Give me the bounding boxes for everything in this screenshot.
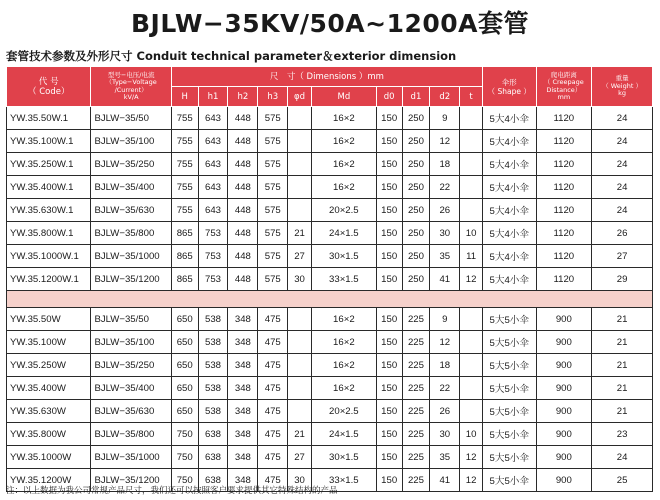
cell-d2: 41	[430, 469, 460, 492]
cell-d2: 35	[430, 245, 460, 268]
group-separator	[7, 291, 653, 308]
cell-h3: 475	[258, 331, 288, 354]
cell-d0: 150	[376, 222, 402, 245]
cell-t	[460, 153, 483, 176]
cell-h2: 348	[228, 331, 258, 354]
cell-Md: 24×1.5	[311, 423, 376, 446]
cell-t: 10	[460, 222, 483, 245]
cell-h2: 348	[228, 423, 258, 446]
cell-creepage: 900	[536, 423, 592, 446]
cell-phid	[288, 354, 312, 377]
cell-Md: 20×2.5	[311, 199, 376, 222]
cell-shape: 5大5小伞	[482, 446, 536, 469]
cell-H: 750	[171, 469, 198, 492]
table-row	[7, 423, 653, 446]
header-code-cn: 代 号	[38, 76, 59, 87]
cell-creepage: 1120	[536, 176, 592, 199]
cell-code: YW.35.50W	[7, 308, 91, 331]
cell-d1: 250	[402, 130, 430, 153]
cell-Md: 24×1.5	[311, 222, 376, 245]
cell-shape: 5大5小伞	[482, 377, 536, 400]
cell-shape: 5大5小伞	[482, 354, 536, 377]
cell-h2: 448	[228, 222, 258, 245]
cell-creepage: 1120	[536, 268, 592, 291]
cell-t	[460, 308, 483, 331]
cell-phid	[288, 400, 312, 423]
cell-phid	[288, 308, 312, 331]
cell-code: YW.35.250W.1	[7, 153, 91, 176]
cell-weight: 25	[592, 469, 653, 492]
header-weight	[592, 67, 653, 107]
header-shape-en: （ Shape ）	[487, 86, 531, 96]
cell-weight: 24	[592, 176, 653, 199]
header-dim-h3: h3	[258, 87, 288, 107]
cell-h3: 575	[258, 176, 288, 199]
cell-Md: 16×2	[311, 377, 376, 400]
cell-Md: 16×2	[311, 308, 376, 331]
cell-h3: 475	[258, 308, 288, 331]
header-type-en: （Type−Voltage /Current）	[105, 78, 157, 94]
cell-H: 650	[171, 400, 198, 423]
cell-phid	[288, 107, 312, 130]
cell-shape: 5大5小伞	[482, 400, 536, 423]
cell-d1: 225	[402, 400, 430, 423]
cell-H: 755	[171, 199, 198, 222]
cell-d2: 26	[430, 400, 460, 423]
cell-code: YW.35.100W.1	[7, 130, 91, 153]
cell-d0: 150	[376, 423, 402, 446]
header-dim-d2: d2	[430, 87, 460, 107]
cell-weight: 21	[592, 308, 653, 331]
cell-h1: 638	[198, 423, 228, 446]
cell-H: 755	[171, 176, 198, 199]
cell-weight: 24	[592, 446, 653, 469]
cell-type: BJLW−35/800	[91, 222, 171, 245]
cell-weight: 26	[592, 222, 653, 245]
cell-h3: 475	[258, 400, 288, 423]
cell-code: YW.35.250W	[7, 354, 91, 377]
cell-h2: 348	[228, 354, 258, 377]
table-row	[7, 107, 653, 130]
header-weight-cn: 重量	[615, 74, 629, 83]
cell-creepage: 900	[536, 446, 592, 469]
cell-phid	[288, 377, 312, 400]
cell-shape: 5大4小伞	[482, 107, 536, 130]
cell-weight: 24	[592, 130, 653, 153]
page-title: BJLW−35KV/50A~1200A套管	[130, 9, 530, 38]
cell-h1: 638	[198, 469, 228, 492]
footnote: 注：以上数据为我公司常规产品尺寸，我们还可以按照客户要求提供其它特殊结构的产品	[6, 486, 338, 496]
table-subtitle: 套管技术参数及外形尺寸 Conduit technical parameter＆exterior dimension	[6, 49, 457, 63]
table-row	[7, 199, 653, 222]
cell-creepage: 900	[536, 377, 592, 400]
cell-d0: 150	[376, 400, 402, 423]
header-dim-H: H	[171, 87, 198, 107]
cell-h2: 448	[228, 107, 258, 130]
cell-h3: 575	[258, 199, 288, 222]
cell-shape: 5大4小伞	[482, 153, 536, 176]
header-type-cn: 型号−电压/电流	[107, 70, 155, 79]
cell-creepage: 1120	[536, 153, 592, 176]
header-dim-h2: h2	[228, 87, 258, 107]
table-row	[7, 377, 653, 400]
cell-phid: 27	[288, 446, 312, 469]
cell-t: 11	[460, 245, 483, 268]
cell-Md: 16×2	[311, 176, 376, 199]
table-row	[7, 446, 653, 469]
cell-h1: 538	[198, 400, 228, 423]
cell-d0: 150	[376, 469, 402, 492]
cell-H: 650	[171, 308, 198, 331]
cell-type: BJLW−35/400	[91, 176, 171, 199]
cell-H: 650	[171, 331, 198, 354]
cell-creepage: 1120	[536, 245, 592, 268]
header-dim-phid: φd	[288, 87, 312, 107]
cell-creepage: 900	[536, 308, 592, 331]
cell-t	[460, 199, 483, 222]
cell-creepage: 900	[536, 469, 592, 492]
table-row	[7, 268, 653, 291]
group-separator-row	[7, 291, 653, 308]
cell-type: BJLW−35/50	[91, 107, 171, 130]
cell-d2: 18	[430, 153, 460, 176]
header-shape-cn: 伞形	[501, 77, 517, 87]
cell-t	[460, 377, 483, 400]
cell-type: BJLW−35/1000	[91, 446, 171, 469]
cell-Md: 16×2	[311, 153, 376, 176]
parameter-table	[6, 66, 653, 492]
cell-h1: 538	[198, 308, 228, 331]
cell-d0: 150	[376, 354, 402, 377]
cell-d2: 12	[430, 331, 460, 354]
header-shape	[482, 67, 536, 107]
cell-d2: 26	[430, 199, 460, 222]
cell-t	[460, 400, 483, 423]
cell-h2: 448	[228, 199, 258, 222]
cell-H: 755	[171, 153, 198, 176]
cell-weight: 21	[592, 400, 653, 423]
cell-d2: 9	[430, 308, 460, 331]
cell-t	[460, 130, 483, 153]
cell-code: YW.35.630W	[7, 400, 91, 423]
table-row	[7, 331, 653, 354]
cell-h3: 575	[258, 107, 288, 130]
cell-Md: 33×1.5	[311, 469, 376, 492]
cell-type: BJLW−35/630	[91, 199, 171, 222]
cell-Md: 30×1.5	[311, 446, 376, 469]
cell-h2: 448	[228, 245, 258, 268]
header-type-unit: kV/A	[123, 93, 139, 101]
cell-phid	[288, 199, 312, 222]
cell-H: 755	[171, 130, 198, 153]
cell-d0: 150	[376, 377, 402, 400]
cell-h1: 538	[198, 354, 228, 377]
header-dim-h1: h1	[198, 87, 228, 107]
cell-code: YW.35.1000W	[7, 446, 91, 469]
header-weight-en: （ Weight ）	[602, 81, 642, 90]
cell-code: YW.35.800W.1	[7, 222, 91, 245]
cell-d0: 150	[376, 153, 402, 176]
cell-phid: 27	[288, 245, 312, 268]
cell-H: 755	[171, 107, 198, 130]
cell-creepage: 1120	[536, 199, 592, 222]
cell-h3: 475	[258, 377, 288, 400]
cell-h1: 643	[198, 153, 228, 176]
cell-t	[460, 176, 483, 199]
table-row	[7, 245, 653, 268]
cell-shape: 5大4小伞	[482, 222, 536, 245]
header-dim-d1: d1	[402, 87, 430, 107]
cell-h1: 753	[198, 268, 228, 291]
header-creepage-en: （ Creepage Distance）	[543, 78, 584, 94]
cell-d1: 225	[402, 423, 430, 446]
cell-t	[460, 354, 483, 377]
header-code-en: （ Code）	[28, 86, 70, 97]
cell-type: BJLW−35/100	[91, 130, 171, 153]
cell-weight: 27	[592, 245, 653, 268]
cell-shape: 5大4小伞	[482, 245, 536, 268]
cell-d1: 250	[402, 199, 430, 222]
cell-H: 650	[171, 354, 198, 377]
cell-code: YW.35.50W.1	[7, 107, 91, 130]
cell-h3: 475	[258, 469, 288, 492]
cell-t	[460, 107, 483, 130]
cell-h2: 448	[228, 268, 258, 291]
cell-h1: 538	[198, 331, 228, 354]
cell-h3: 575	[258, 153, 288, 176]
cell-creepage: 1120	[536, 130, 592, 153]
header-dimensions: 尺 寸（ Dimensions ）mm	[171, 67, 482, 87]
cell-Md: 16×2	[311, 354, 376, 377]
cell-code: YW.35.400W.1	[7, 176, 91, 199]
cell-h2: 348	[228, 400, 258, 423]
cell-H: 750	[171, 423, 198, 446]
cell-t: 10	[460, 423, 483, 446]
cell-type: BJLW−35/1200	[91, 469, 171, 492]
cell-creepage: 900	[536, 354, 592, 377]
cell-h1: 643	[198, 199, 228, 222]
cell-d0: 150	[376, 107, 402, 130]
cell-d1: 225	[402, 446, 430, 469]
cell-d1: 250	[402, 222, 430, 245]
header-dim-d0: d0	[376, 87, 402, 107]
table-row	[7, 222, 653, 245]
cell-h3: 475	[258, 446, 288, 469]
cell-h3: 475	[258, 423, 288, 446]
cell-d2: 18	[430, 354, 460, 377]
cell-h3: 575	[258, 268, 288, 291]
cell-d1: 225	[402, 331, 430, 354]
cell-h2: 348	[228, 308, 258, 331]
cell-d1: 250	[402, 245, 430, 268]
cell-h1: 538	[198, 377, 228, 400]
cell-Md: 16×2	[311, 331, 376, 354]
cell-code: YW.35.1000W.1	[7, 245, 91, 268]
cell-d1: 225	[402, 354, 430, 377]
cell-type: BJLW−35/250	[91, 153, 171, 176]
cell-t: 12	[460, 469, 483, 492]
cell-shape: 5大5小伞	[482, 469, 536, 492]
cell-t: 12	[460, 446, 483, 469]
cell-H: 650	[171, 377, 198, 400]
cell-d1: 250	[402, 268, 430, 291]
cell-type: BJLW−35/100	[91, 331, 171, 354]
cell-h2: 448	[228, 176, 258, 199]
table-row	[7, 130, 653, 153]
cell-phid: 30	[288, 469, 312, 492]
cell-d2: 35	[430, 446, 460, 469]
cell-Md: 16×2	[311, 130, 376, 153]
cell-d0: 150	[376, 446, 402, 469]
cell-type: BJLW−35/400	[91, 377, 171, 400]
cell-phid	[288, 153, 312, 176]
cell-type: BJLW−35/250	[91, 354, 171, 377]
cell-phid	[288, 176, 312, 199]
cell-shape: 5大5小伞	[482, 423, 536, 446]
cell-d2: 9	[430, 107, 460, 130]
cell-d0: 150	[376, 268, 402, 291]
cell-h1: 643	[198, 130, 228, 153]
cell-phid: 21	[288, 222, 312, 245]
cell-d2: 12	[430, 130, 460, 153]
cell-phid: 30	[288, 268, 312, 291]
cell-type: BJLW−35/630	[91, 400, 171, 423]
cell-h3: 575	[258, 245, 288, 268]
cell-d2: 30	[430, 222, 460, 245]
header-type	[91, 67, 171, 107]
cell-d0: 150	[376, 176, 402, 199]
cell-Md: 20×2.5	[311, 400, 376, 423]
cell-t: 12	[460, 268, 483, 291]
cell-code: YW.35.630W.1	[7, 199, 91, 222]
cell-weight: 23	[592, 423, 653, 446]
cell-d0: 150	[376, 308, 402, 331]
header-dim-Md: Md	[311, 87, 376, 107]
cell-h1: 643	[198, 107, 228, 130]
cell-code: YW.35.800W	[7, 423, 91, 446]
cell-phid	[288, 130, 312, 153]
cell-type: BJLW−35/800	[91, 423, 171, 446]
cell-Md: 16×2	[311, 107, 376, 130]
cell-h1: 643	[198, 176, 228, 199]
cell-H: 750	[171, 446, 198, 469]
cell-h2: 448	[228, 153, 258, 176]
cell-h3: 575	[258, 222, 288, 245]
cell-h1: 753	[198, 245, 228, 268]
cell-h2: 448	[228, 130, 258, 153]
table-row	[7, 176, 653, 199]
cell-h2: 348	[228, 446, 258, 469]
cell-weight: 24	[592, 199, 653, 222]
cell-type: BJLW−35/1000	[91, 245, 171, 268]
cell-d0: 150	[376, 130, 402, 153]
table-row	[7, 354, 653, 377]
cell-h2: 348	[228, 469, 258, 492]
cell-weight: 21	[592, 354, 653, 377]
cell-shape: 5大4小伞	[482, 268, 536, 291]
cell-weight: 24	[592, 107, 653, 130]
cell-h1: 753	[198, 222, 228, 245]
cell-shape: 5大4小伞	[482, 176, 536, 199]
table-row	[7, 308, 653, 331]
cell-d2: 22	[430, 377, 460, 400]
cell-Md: 30×1.5	[311, 245, 376, 268]
cell-creepage: 900	[536, 331, 592, 354]
cell-type: BJLW−35/50	[91, 308, 171, 331]
cell-weight: 24	[592, 153, 653, 176]
cell-code: YW.35.1200W	[7, 469, 91, 492]
table-row	[7, 153, 653, 176]
cell-shape: 5大4小伞	[482, 199, 536, 222]
cell-h2: 348	[228, 377, 258, 400]
cell-phid	[288, 331, 312, 354]
cell-d1: 250	[402, 176, 430, 199]
cell-creepage: 900	[536, 400, 592, 423]
cell-d0: 150	[376, 331, 402, 354]
cell-shape: 5大5小伞	[482, 308, 536, 331]
cell-d1: 250	[402, 153, 430, 176]
cell-weight: 29	[592, 268, 653, 291]
cell-t	[460, 331, 483, 354]
cell-d1: 225	[402, 308, 430, 331]
cell-H: 865	[171, 222, 198, 245]
cell-d2: 30	[430, 423, 460, 446]
cell-Md: 33×1.5	[311, 268, 376, 291]
cell-d1: 250	[402, 107, 430, 130]
cell-H: 865	[171, 268, 198, 291]
cell-creepage: 1120	[536, 222, 592, 245]
cell-d2: 41	[430, 268, 460, 291]
cell-phid: 21	[288, 423, 312, 446]
cell-h3: 475	[258, 354, 288, 377]
cell-h3: 575	[258, 130, 288, 153]
cell-type: BJLW−35/1200	[91, 268, 171, 291]
header-code	[7, 67, 91, 107]
cell-code: YW.35.1200W.1	[7, 268, 91, 291]
header-creepage	[536, 67, 592, 107]
cell-d0: 150	[376, 245, 402, 268]
cell-weight: 21	[592, 331, 653, 354]
cell-d1: 225	[402, 469, 430, 492]
cell-code: YW.35.100W	[7, 331, 91, 354]
table-row	[7, 400, 653, 423]
cell-shape: 5大4小伞	[482, 130, 536, 153]
cell-h1: 638	[198, 446, 228, 469]
cell-d1: 225	[402, 377, 430, 400]
cell-weight: 21	[592, 377, 653, 400]
cell-H: 865	[171, 245, 198, 268]
cell-d0: 150	[376, 199, 402, 222]
cell-code: YW.35.400W	[7, 377, 91, 400]
header-creepage-cn: 爬电距离	[550, 70, 577, 79]
cell-shape: 5大5小伞	[482, 331, 536, 354]
cell-creepage: 1120	[536, 107, 592, 130]
cell-d2: 22	[430, 176, 460, 199]
header-weight-unit: kg	[618, 89, 627, 98]
header-dim-t: t	[460, 87, 483, 107]
header-creepage-unit: mm	[557, 93, 571, 101]
